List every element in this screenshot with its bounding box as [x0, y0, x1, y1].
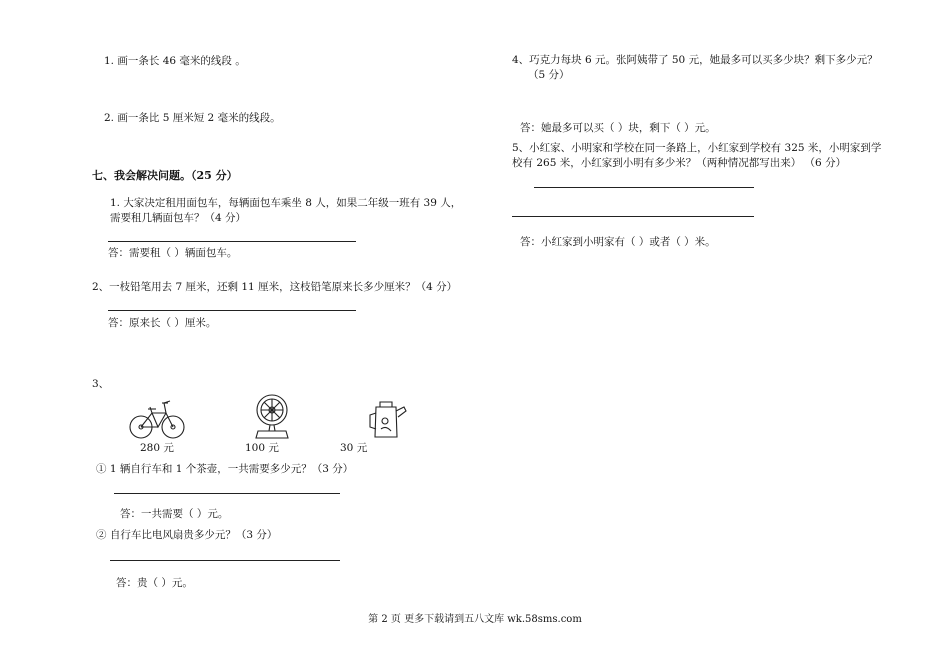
question-3-label: 3、 [92, 378, 110, 390]
question-3b-text: ② 自行车比电风扇贵多少元？（3 分） [96, 529, 278, 541]
question-3a-answer: 答：一共需要（ ）元。 [120, 508, 229, 520]
answer-line [108, 310, 356, 311]
question-5-answer: 答：小红家到小明家有（ ）或者（ ）米。 [520, 236, 716, 248]
bicycle-icon [128, 395, 186, 441]
draw-line-task-1: 1. 画一条长 46 毫米的线段 。 [104, 55, 246, 67]
electric-fan-icon [253, 393, 291, 441]
answer-line [114, 493, 340, 494]
question-4-text-cont: （5 分） [528, 69, 570, 81]
answer-line [512, 216, 754, 217]
question-1-text-cont: 需要租几辆面包车？（4 分） [110, 212, 247, 224]
teapot-icon [366, 397, 410, 441]
question-4-text: 4、巧克力每块 6 元。张阿姨带了 50 元，她最多可以买多少块？剩下多少元？ [512, 54, 878, 66]
question-5-text: 5、小红家、小明家和学校在同一条路上，小红家到学校有 325 米，小明家到学 [512, 142, 882, 154]
question-3a-text: ① 1 辆自行车和 1 个茶壶，一共需要多少元？（3 分） [96, 463, 354, 475]
page-footer: 第 2 页 更多下载请到五八文库 wk.58sms.com [368, 614, 582, 625]
question-1-answer: 答：需要租（ ）辆面包车。 [108, 247, 238, 259]
question-1-text: 1. 大家决定租用面包车，每辆面包车乘坐 8 人，如果二年级一班有 39 人， [110, 197, 462, 209]
teapot-price: 30 元 [340, 442, 368, 454]
section-title: 七、我会解决问题。（25 分） [92, 169, 238, 182]
question-5-text-cont: 校有 265 米，小红家到小明有多少米？（两种情况都写出来） （6 分） [512, 157, 847, 169]
fan-price: 100 元 [245, 442, 279, 454]
answer-line [110, 560, 340, 561]
question-4-answer: 答：她最多可以买（ ）块，剩下（ ）元。 [520, 122, 716, 134]
draw-line-task-2: 2. 画一条比 5 厘米短 2 毫米的线段。 [104, 112, 281, 124]
bicycle-price: 280 元 [140, 442, 174, 454]
question-2-answer: 答：原来长（ ）厘米。 [108, 317, 217, 329]
answer-line [108, 241, 356, 242]
question-2-text: 2、一枝铅笔用去 7 厘米，还剩 11 厘米，这枝铅笔原来长多少厘米？（4 分） [92, 281, 458, 293]
question-3b-answer: 答：贵（ ）元。 [116, 577, 193, 589]
answer-line [534, 187, 754, 188]
